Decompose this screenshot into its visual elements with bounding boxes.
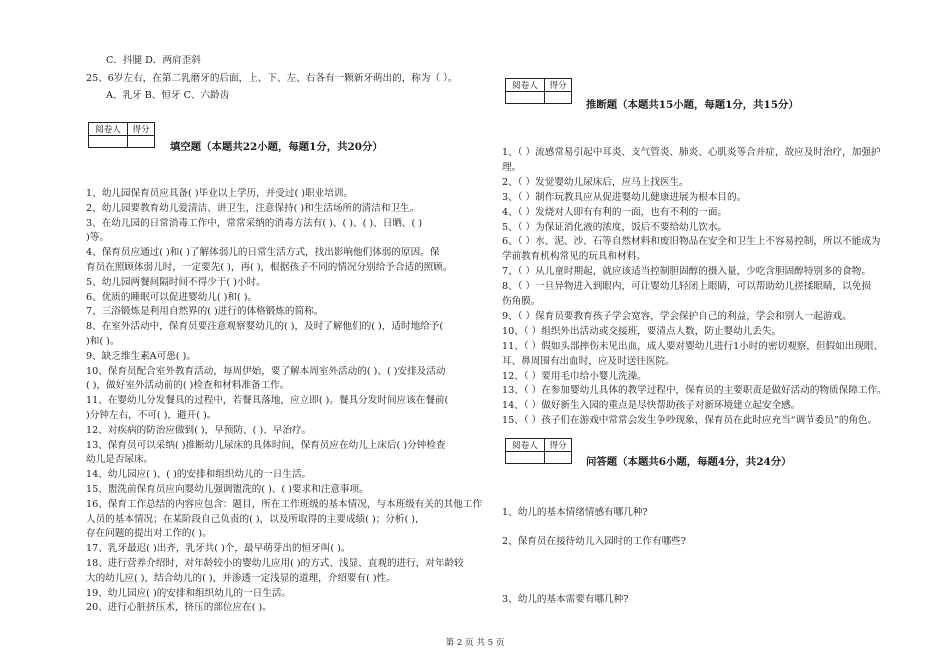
fill-in-line: ( )，做好室外活动前的( )检查和材料准备工作。 xyxy=(86,380,290,392)
grader-label: 阅卷人 xyxy=(506,439,545,452)
fill-in-line: )等。 xyxy=(86,232,109,244)
fill-in-line: 12、对疾病的防治应做到( )，早预防、( )、早治疗。 xyxy=(86,424,312,436)
fill-in-line: 16、保育工作总结的内容应包含：题目，所在工作班级的基本情况，与本班级有关的其他工作 xyxy=(86,498,482,510)
true-false-line: 12、（ ）要用毛巾给小婴儿洗澡。 xyxy=(502,370,647,382)
page-footer: 第 2 页 共 5 页 xyxy=(445,638,505,648)
true-false-line: 耳、鼻周围有出血时，应及时送往医院。 xyxy=(502,355,675,367)
fill-in-line: 9、缺乏维生素A可患( )。 xyxy=(86,350,196,362)
question-25: 25、6岁左右，在第二乳磨牙的后面，上、下、左、右各有一颗新牙萌出的，称为（ ）。 xyxy=(86,73,458,84)
grader-cell xyxy=(506,452,545,464)
true-false-line: 学前教育机构常见的玩具和材料。 xyxy=(502,251,646,263)
fill-in-line: 8、在室外活动中，保育员要注意观察婴幼儿的( )，及时了解他们的( )，适时地给予( xyxy=(86,321,444,333)
option-line: A、乳牙 B、恒牙 C、六龄齿 xyxy=(106,90,230,101)
fill-in-line: 18、进行营养介绍时，对年龄较小的婴幼儿应用( )的方式、浅显、直观的进行，对年龄较 xyxy=(86,558,464,569)
section-title-qa: 问答题（本题共6小题，每题4分，共24分） xyxy=(586,456,792,468)
score-box xyxy=(505,438,572,464)
score-label: 得分 xyxy=(545,79,572,92)
true-false-line: 8、（ ）一旦异物进入到眼内，可让婴幼儿轻闭上眼睛，可以帮助幼儿搓揉眼睛，以免损 xyxy=(502,281,871,293)
fill-in-line: 3、在幼儿园的日常消毒工作中，常常采纳的消毒方法有( )、( )、( )、日晒、( ) xyxy=(86,217,423,229)
fill-in-line: 13、保育员可以采纳( )推断幼儿尿床的具体时间，保育员应在幼儿上床后( )分钟检查 xyxy=(86,439,446,451)
grader-cell xyxy=(89,136,128,148)
qa-question: 2、保育员在接待幼儿入园时的工作有哪些? xyxy=(502,536,686,547)
grader-label: 阅卷人 xyxy=(89,123,128,136)
true-false-line: 伤角膜。 xyxy=(502,296,541,307)
true-false-line: 2、（ ）发觉婴幼儿尿床后，应马上找医生。 xyxy=(502,176,689,188)
qa-question: 3、幼儿的基本需要有哪几种? xyxy=(502,594,629,605)
qa-question: 1、幼儿的基本情绪情感有哪几种? xyxy=(502,507,648,518)
true-false-line: 10、（ ）组织外出活动或交接班，要清点人数，防止婴幼儿丢失。 xyxy=(502,325,782,337)
fill-in-line: )分钟左右，不可( )，避开( )。 xyxy=(86,410,217,421)
score-label: 得分 xyxy=(545,439,572,452)
true-false-line: 11、（ ）假如头部摔伤未见出血，成人要对婴幼儿进行1小时的密切观察，但假如出现眼、 xyxy=(502,340,884,352)
true-false-line: 1、（ ）流感常易引起中耳炎、支气管炎、肺炎、心肌炎等合并症，故应及时治疗，加强护 xyxy=(502,147,881,158)
true-false-line: 13、（ ）在参加婴幼儿具体的教学过程中，保育员的主要职责是做好活动的物质保障工作。 xyxy=(502,385,887,397)
fill-in-line: 人员的基本情况；在某阶段自己负责的( )，以及所取得的主要成绩( )；分析( )， xyxy=(86,513,425,525)
fill-in-line: 19、幼儿园应( )的安排和组织幼儿的一日生活。 xyxy=(86,587,292,599)
true-false-line: 9、（ ）保育员要教育孩子学会宽容，学会保护自己的利益，学会和别人一起游戏。 xyxy=(502,310,852,322)
fill-in-line: 10、保育员配合室外教育活动，每周伊始，要了解本周室外活动的( )、( )安排及活动 xyxy=(86,365,446,377)
fill-in-line: 4、保育员应通过( )和( )了解体弱儿的日常生活方式，找出影响他们体弱的原因。保 xyxy=(86,247,440,259)
fill-in-line: 14、幼儿园应( )、( )的安排和组织幼儿的一日生活。 xyxy=(86,469,312,481)
fill-in-line: )和( )。 xyxy=(86,336,120,347)
fill-in-line: 15、盥洗前保育员应向婴幼儿强调盥洗的( )、( )要求和注意事项。 xyxy=(86,484,369,495)
fill-in-line: 2、幼儿园要教育幼儿爱清洁、讲卫生，注意保持( )和生活场所的清洁和卫生。 xyxy=(86,202,420,214)
score-label: 得分 xyxy=(128,123,155,136)
fill-in-line: 存在问题的提出对工作的( )。 xyxy=(86,528,212,540)
fill-in-line: 6、优质的睡眠可以促进婴幼儿( )和( )。 xyxy=(86,291,258,303)
true-false-line: 4、（ ）发烧对人即有有利的一面，也有不利的一面。 xyxy=(502,206,728,218)
score-cell xyxy=(128,136,155,148)
fill-in-line: 大的幼儿应( )，结合幼儿的( )，并渗透一定浅显的道理，介绍要有( )性。 xyxy=(86,572,396,584)
section-title-fill-in: 填空题（本题共22小题，每题1分，共20分） xyxy=(170,141,383,153)
section-title-true-false: 推断题（本题共15小题，每题1分，共15分） xyxy=(586,99,799,111)
grader-label: 阅卷人 xyxy=(506,79,545,92)
grader-cell xyxy=(506,92,545,104)
fill-in-line: 幼儿是否尿床。 xyxy=(86,454,154,466)
true-false-line: 14、（ ）做好新生入园的重点是尽快帮助孩子对新环境建立起安全感。 xyxy=(502,400,801,412)
fill-in-line: 20、进行心脏挤压术，挤压的部位应在( )。 xyxy=(86,602,272,614)
fill-in-line: 17、乳牙最迟( )出齐，乳牙共( )个，最早萌芽出的恒牙叫( )。 xyxy=(86,543,351,555)
fill-in-line: 5、幼儿园两餐间隔时间不得少于( )小时。 xyxy=(86,276,266,288)
true-false-line: 15、（ ）孩子们在游戏中常常会发生争吵现象，保育员在此时应充当“调节委员”的角色。 xyxy=(502,415,878,427)
score-box xyxy=(505,78,572,104)
option-line: C．抖腿 D．两肩歪斜 xyxy=(106,55,201,66)
score-cell xyxy=(545,452,572,464)
fill-in-line: 1、幼儿园保育员应具备( )毕业以上学历，并受过( )职业培训。 xyxy=(86,188,354,199)
score-cell xyxy=(545,92,572,104)
fill-in-line: 育员在照顾体弱儿时，一定要先( )，再( )，根据孩子不同的情况分别给予合适的照顾。 xyxy=(86,262,453,273)
true-false-line: 5、（ ）为保证消化液的浓度，饭后不要给幼儿饮水。 xyxy=(502,221,728,233)
true-false-line: 7、（ ）从儿童时期起，就应该适当控制胆固醇的摄入量，少吃含胆固醇特别多的食物。 xyxy=(502,266,871,278)
true-false-line: 6、（ ）水、泥、沙、石等自然材料和废旧物品在安全和卫生上不容易控制，所以不能成为 xyxy=(502,236,881,248)
fill-in-line: 11、在婴幼儿分发餐具的过程中，若餐具落地，应立即( )。餐具分发时间应该在餐前( xyxy=(86,395,449,407)
true-false-line: 3、（ ）制作玩教具应从促进婴幼儿健康进展为根本目的。 xyxy=(502,191,747,203)
fill-in-line: 7、三浴锻炼是利用自然界的( )进行的体格锻炼的简称。 xyxy=(86,306,324,318)
score-box xyxy=(88,122,155,148)
true-false-line: 理。 xyxy=(502,161,522,173)
